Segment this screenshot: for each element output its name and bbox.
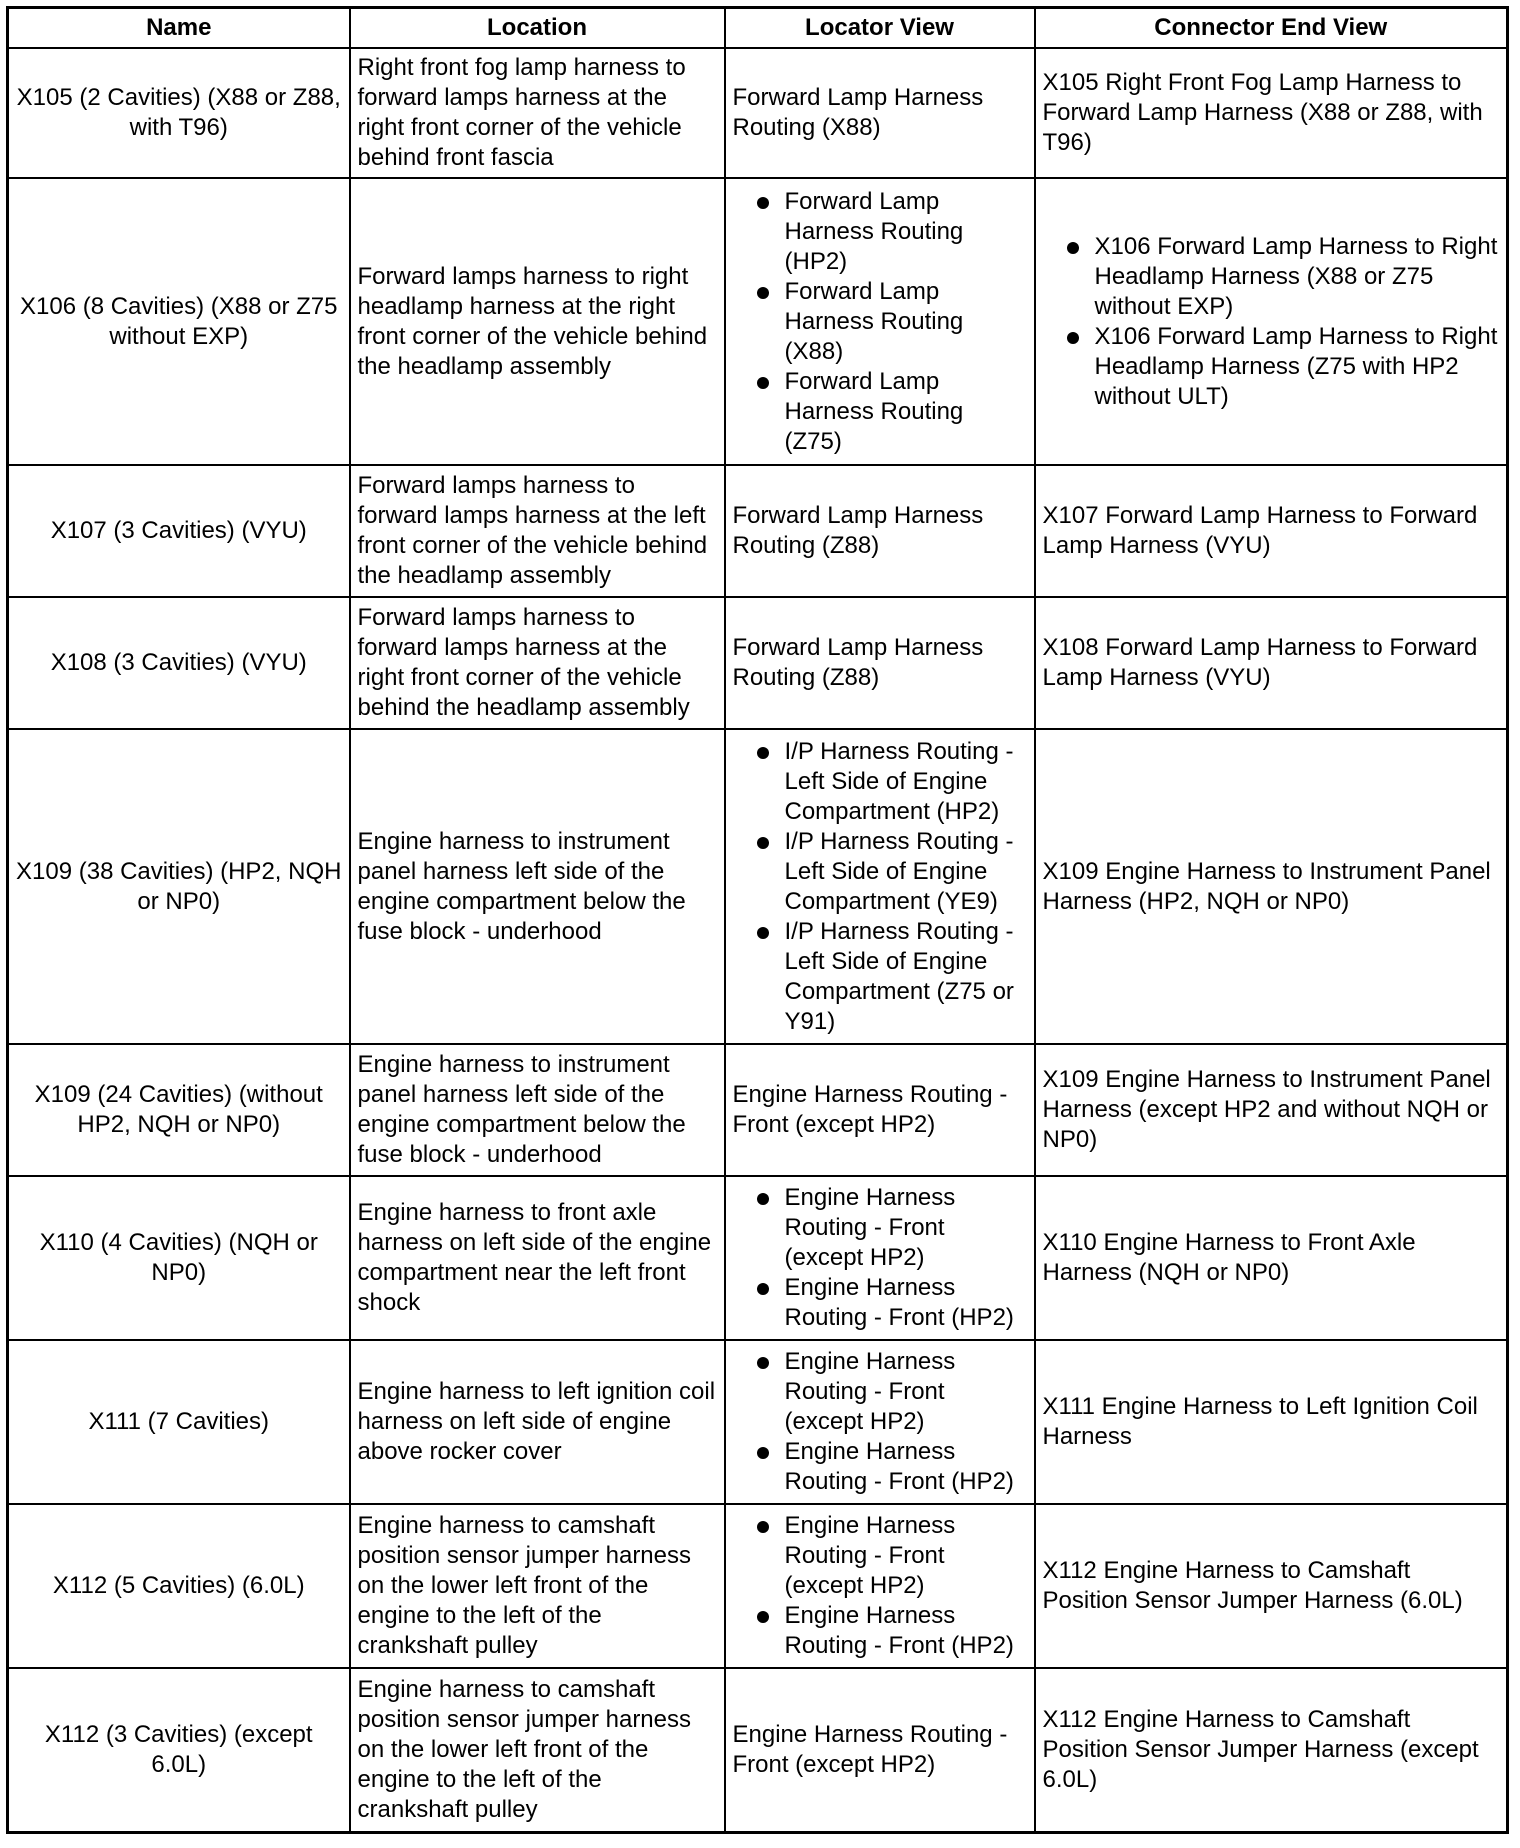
cell-location: Forward lamps harness to forward lamps harness at the left front corner of the vehicle behind the headlamp assembly	[350, 465, 725, 597]
header-location: Location	[350, 8, 725, 49]
cell-connector-end-view	[1035, 1668, 1508, 1832]
locator-view-link[interactable]: I/P Harness Routing - Left Side of Engine Compartment (HP2)	[733, 737, 1027, 827]
connector-end-view-link[interactable]: X109 Engine Harness to Instrument Panel Harness (HP2, NQH or NP0)	[1042, 857, 1491, 915]
cell-locator-view	[725, 1176, 1035, 1340]
connector-end-view-link[interactable]: X108 Forward Lamp Harness to Forward Lamp Harness (VYU)	[1042, 634, 1478, 691]
connector-table	[6, 6, 1509, 1834]
cell-locator-view	[725, 178, 1035, 465]
table-row	[8, 1176, 1508, 1340]
connector-end-view-link[interactable]: X105 Right Front Fog Lamp Harness to Forward Lamp Harness (X88 or Z88, with T96)	[1042, 69, 1483, 156]
connector-end-view-link[interactable]: X112 Engine Harness to Camshaft Position Sensor Jumper Harness (6.0L)	[1042, 1557, 1463, 1614]
connector-end-view-link[interactable]: X110 Engine Harness to Front Axle Harness (NQH or NP0)	[1042, 1229, 1416, 1286]
connector-end-view-link[interactable]: X111 Engine Harness to Left Ignition Coil Harness	[1042, 1393, 1478, 1450]
cell-location: Engine harness to instrument panel harness left side of the engine compartment below the fuse block - underhood	[350, 1044, 725, 1176]
cell-name: X111 (7 Cavities)	[8, 1340, 350, 1504]
table-row	[8, 48, 1508, 178]
cell-connector-end-view	[1035, 1340, 1508, 1504]
locator-view-link[interactable]: I/P Harness Routing - Left Side of Engine Compartment (YE9)	[733, 827, 1027, 917]
cell-locator-view	[725, 48, 1035, 178]
cell-location: Engine harness to front axle harness on left side of the engine compartment near the left front shock	[350, 1176, 725, 1340]
cell-name: X110 (4 Cavities) (NQH or NP0)	[8, 1176, 350, 1340]
locator-view-link[interactable]: Engine Harness Routing - Front (HP2)	[733, 1437, 1027, 1497]
locator-view-list	[733, 1347, 1027, 1497]
locator-view-list	[733, 187, 1027, 457]
header-locator-view: Locator View	[725, 8, 1035, 49]
locator-view-link[interactable]: Engine Harness Routing - Front (except HP2)	[733, 1183, 1027, 1273]
table-row	[8, 1504, 1508, 1668]
cell-connector-end-view	[1035, 48, 1508, 178]
cell-connector-end-view	[1035, 1176, 1508, 1340]
connector-table-container	[6, 6, 1506, 1834]
cell-connector-end-view	[1035, 178, 1508, 465]
table-body	[8, 48, 1508, 1832]
cell-location: Engine harness to camshaft position sensor jumper harness on the lower left front of the engine to the left of the crankshaft pulley	[350, 1668, 725, 1832]
header-name: Name	[8, 8, 350, 49]
cell-connector-end-view	[1035, 1044, 1508, 1176]
cell-locator-view	[725, 729, 1035, 1044]
locator-view-link[interactable]: Forward Lamp Harness Routing (X88)	[733, 277, 1027, 367]
header-connector-end-view: Connector End View	[1035, 8, 1508, 49]
cell-name: X105 (2 Cavities) (X88 or Z88, with T96)	[8, 48, 350, 178]
locator-view-link[interactable]: Engine Harness Routing - Front (HP2)	[733, 1273, 1027, 1333]
locator-view-list	[733, 737, 1027, 1037]
cell-location: Forward lamps harness to right headlamp harness at the right front corner of the vehicle behind the headlamp assembly	[350, 178, 725, 465]
locator-view-list	[733, 1511, 1027, 1661]
table-row	[8, 178, 1508, 465]
locator-view-link[interactable]: Forward Lamp Harness Routing (HP2)	[733, 187, 1027, 277]
locator-view-link[interactable]: Engine Harness Routing - Front (except HP2)	[733, 1347, 1027, 1437]
cell-name: X106 (8 Cavities) (X88 or Z75 without EXP)	[8, 178, 350, 465]
cell-name: X107 (3 Cavities) (VYU)	[8, 465, 350, 597]
table-row	[8, 597, 1508, 729]
table-row	[8, 1340, 1508, 1504]
cell-locator-view	[725, 1504, 1035, 1668]
connector-end-view-link[interactable]: X106 Forward Lamp Harness to Right Headlamp Harness (Z75 with HP2 without ULT)	[1043, 322, 1500, 412]
cell-locator-view	[725, 597, 1035, 729]
table-header-row	[8, 8, 1508, 49]
cell-location: Forward lamps harness to forward lamps harness at the right front corner of the vehicle behind the headlamp assembly	[350, 597, 725, 729]
cell-connector-end-view	[1035, 1504, 1508, 1668]
cell-locator-view	[725, 1340, 1035, 1504]
cell-location: Right front fog lamp harness to forward lamps harness at the right front corner of the vehicle behind front fascia	[350, 48, 725, 178]
cell-connector-end-view	[1035, 465, 1508, 597]
table-row	[8, 1668, 1508, 1832]
cell-location: Engine harness to camshaft position sensor jumper harness on the lower left front of the engine to the left of the crankshaft pulley	[350, 1504, 725, 1668]
connector-end-view-link[interactable]: X109 Engine Harness to Instrument Panel Harness (except HP2 and without NQH or NP0)	[1042, 1066, 1491, 1153]
cell-connector-end-view	[1035, 729, 1508, 1044]
connector-end-view-link[interactable]: X106 Forward Lamp Harness to Right Headlamp Harness (X88 or Z75 without EXP)	[1043, 232, 1500, 322]
cell-name: X109 (24 Cavities) (without HP2, NQH or NP0)	[8, 1044, 350, 1176]
locator-view-link[interactable]: Engine Harness Routing - Front (except HP2)	[732, 1081, 1008, 1138]
locator-view-link[interactable]: I/P Harness Routing - Left Side of Engine Compartment (Z75 or Y91)	[733, 917, 1027, 1037]
locator-view-link[interactable]: Forward Lamp Harness Routing (Z75)	[733, 367, 1027, 457]
table-row	[8, 729, 1508, 1044]
table-row	[8, 465, 1508, 597]
cell-name: X109 (38 Cavities) (HP2, NQH or NP0)	[8, 729, 350, 1044]
cell-locator-view	[725, 1044, 1035, 1176]
cell-location: Engine harness to instrument panel harness left side of the engine compartment below the fuse block - underhood	[350, 729, 725, 1044]
cell-location: Engine harness to left ignition coil harness on left side of engine above rocker cover	[350, 1340, 725, 1504]
table-row	[8, 1044, 1508, 1176]
cell-locator-view	[725, 1668, 1035, 1832]
connector-end-view-link[interactable]: X112 Engine Harness to Camshaft Position Sensor Jumper Harness (except 6.0L)	[1042, 1705, 1479, 1793]
cell-name: X112 (3 Cavities) (except 6.0L)	[8, 1668, 350, 1832]
locator-view-link[interactable]: Forward Lamp Harness Routing (Z88)	[732, 502, 984, 559]
locator-view-link[interactable]: Forward Lamp Harness Routing (Z88)	[732, 634, 984, 691]
cell-locator-view	[725, 465, 1035, 597]
cell-name: X112 (5 Cavities) (6.0L)	[8, 1504, 350, 1668]
locator-view-link[interactable]: Engine Harness Routing - Front (except HP2)	[732, 1720, 1008, 1778]
connector-end-view-list	[1043, 232, 1500, 412]
locator-view-link[interactable]: Engine Harness Routing - Front (except HP2)	[733, 1511, 1027, 1601]
cell-connector-end-view	[1035, 597, 1508, 729]
locator-view-list	[733, 1183, 1027, 1333]
cell-name: X108 (3 Cavities) (VYU)	[8, 597, 350, 729]
connector-end-view-link[interactable]: X107 Forward Lamp Harness to Forward Lamp Harness (VYU)	[1042, 502, 1478, 559]
locator-view-link[interactable]: Engine Harness Routing - Front (HP2)	[733, 1601, 1027, 1661]
locator-view-link[interactable]: Forward Lamp Harness Routing (X88)	[732, 84, 984, 141]
